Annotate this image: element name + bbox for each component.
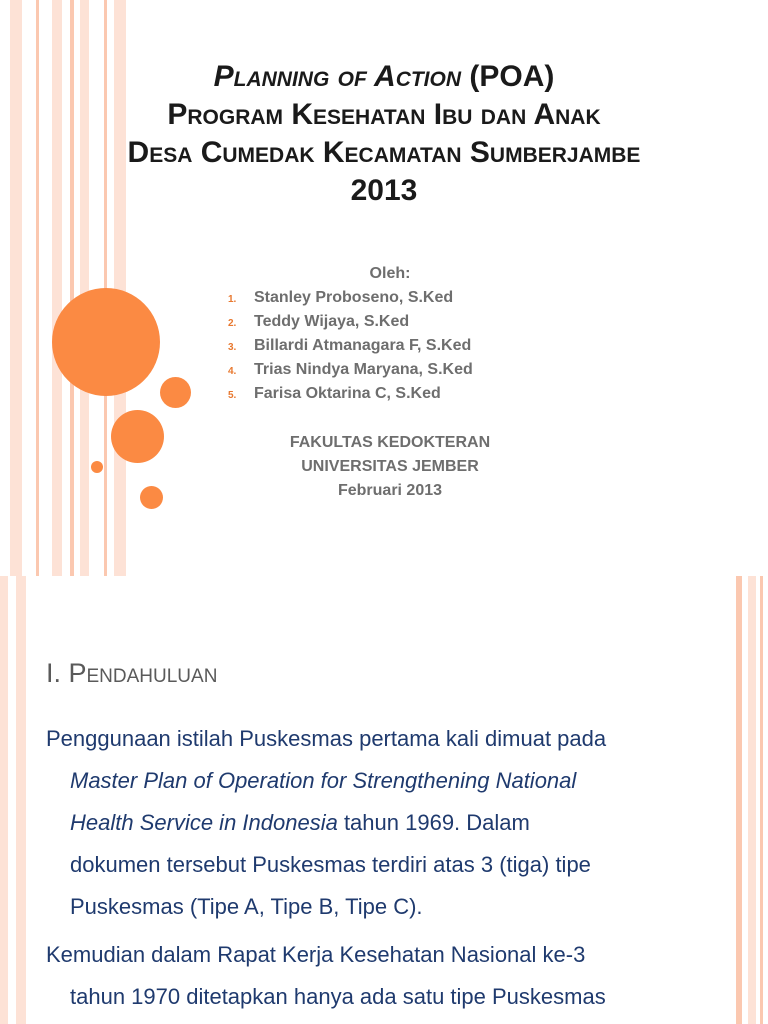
author-list	[228, 286, 588, 406]
list-number: 3.	[228, 341, 237, 353]
decorative-circle-tiny	[91, 461, 103, 473]
presentation-title	[30, 58, 738, 210]
list-number: 2.	[228, 317, 237, 329]
list-item	[228, 358, 588, 382]
faculty-name: FAKULTAS KEDOKTERAN	[289, 434, 491, 451]
paragraph-line: Kemudian dalam Rapat Kerja Kesehatan Nasional ke-3	[46, 942, 586, 967]
list-number: 5.	[228, 389, 237, 401]
decorative-circle-small	[140, 486, 163, 509]
decorative-stripe	[0, 576, 8, 1024]
decorative-stripe	[760, 576, 763, 1024]
decorative-stripe	[736, 576, 742, 1024]
university-name: UNIVERSITAS JEMBER	[301, 458, 479, 475]
paragraph-2	[46, 934, 706, 1018]
decorative-stripe	[10, 0, 22, 576]
content-slide	[0, 576, 768, 1024]
title-line-2: Program Kesehatan Ibu dan Anak	[167, 98, 601, 131]
paragraph-line: Puskesmas (Tipe A, Tipe B, Tipe C).	[70, 894, 423, 919]
paragraph-line: Master Plan of Operation for Strengthening National	[70, 768, 577, 793]
list-item	[228, 286, 588, 310]
paragraph-line: dokumen tersebut Puskesmas terdiri atas 3 (tiga) tipe	[70, 852, 591, 877]
author-name: Stanley Proboseno, S.Ked	[254, 289, 454, 306]
decorative-circle-medium	[111, 410, 164, 463]
list-item	[228, 334, 588, 358]
title-line-3: Desa Cumedak Kecamatan Sumberjambe	[127, 136, 641, 169]
title-line-4: 2013	[350, 174, 418, 207]
decorative-stripe	[748, 576, 756, 1024]
paragraph-line: Penggunaan istilah Puskesmas pertama kali dimuat pada	[46, 726, 607, 751]
decorative-circle-large	[52, 288, 160, 396]
paragraph-line: Health Service in Indonesia tahun 1969. Dalam	[70, 810, 530, 835]
author-name: Billardi Atmanagara F, S.Ked	[254, 337, 472, 354]
list-item	[228, 310, 588, 334]
paragraph-1	[46, 718, 706, 928]
paragraph-line: tahun 1970 ditetapkan hanya ada satu tipe Puskesmas	[70, 984, 606, 1009]
institution-block	[230, 431, 550, 503]
author-name: Farisa Oktarina C, S.Ked	[254, 385, 441, 402]
presentation-date: Februari 2013	[337, 482, 443, 499]
authors-label: Oleh:	[369, 265, 411, 282]
list-number: 1.	[228, 293, 237, 305]
list-number: 4.	[228, 365, 237, 377]
decorative-stripe	[16, 576, 26, 1024]
list-item	[228, 382, 588, 406]
title-line-1: Planning of Action (POA)	[213, 60, 555, 93]
author-name: Teddy Wijaya, S.Ked	[254, 313, 410, 330]
author-name: Trias Nindya Maryana, S.Ked	[254, 361, 473, 378]
section-title: I. Pendahuluan	[46, 658, 218, 688]
decorative-circle-small	[160, 377, 191, 408]
